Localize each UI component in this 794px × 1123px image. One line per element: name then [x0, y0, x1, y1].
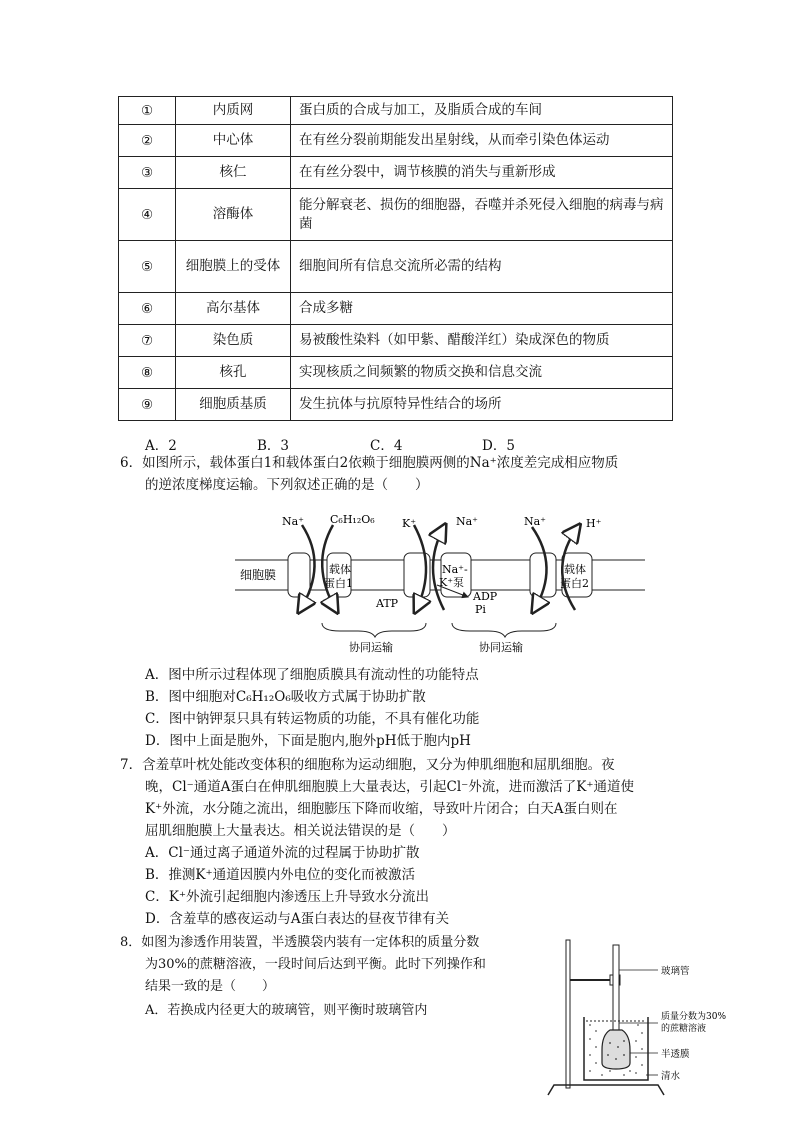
row-number: ② — [119, 125, 176, 157]
organelle-description: 在有丝分裂中，调节核膜的消失与重新形成 — [291, 157, 673, 189]
label-membrane: 半透膜 — [661, 1049, 690, 1060]
q7-option-d[interactable]: D．含羞草的感夜运动与A蛋白表达的昼夜节律有关 — [145, 911, 450, 927]
q6-option-d[interactable]: D．图中上面是胞外，下面是胞内,胞外pH低于胞内pH — [145, 733, 471, 749]
organelle-description: 易被酸性染料（如甲紫、醋酸洋红）染成深色的物质 — [291, 325, 673, 357]
pump-label-2: K⁺泵 — [439, 576, 465, 589]
q7-stem-line3: K⁺外流，水分随之流出，细胞膨压下降而收缩，导致叶片闭合；白天A蛋白则在 — [145, 801, 618, 817]
carrier1-left-block — [288, 553, 310, 597]
q6-option-b[interactable]: B．图中细胞对C₆H₁₂O₆吸收方式属于协助扩散 — [145, 689, 426, 705]
row-number: ③ — [119, 157, 176, 189]
q7-stem-line2: 晚，Cl⁻通道A蛋白在伸肌细胞膜上大量表达，引起Cl⁻外流，进而激活了K⁺通道使 — [145, 779, 635, 795]
q5-option-a[interactable]: A．2 — [145, 438, 177, 454]
label-na-2: Na⁺ — [456, 515, 478, 528]
q8-stem-line2: 为30%的蔗糖溶液，一段时间后达到平衡。此时下列操作和 — [145, 957, 486, 972]
table-row — [119, 241, 673, 293]
table-row — [119, 157, 673, 189]
row-number: ④ — [119, 189, 176, 241]
organelle-name: 高尔基体 — [176, 293, 291, 325]
q5-option-d[interactable]: D．5 — [482, 438, 515, 454]
organelle-description: 合成多糖 — [291, 293, 673, 325]
organelle-name: 溶酶体 — [176, 189, 291, 241]
membrane-transport-diagram — [230, 505, 650, 655]
q7-option-a[interactable]: A．Cl⁻通过离子通道外流的过程属于协助扩散 — [145, 845, 420, 861]
table-row — [119, 293, 673, 325]
row-number: ⑨ — [119, 389, 176, 421]
table-row — [119, 325, 673, 357]
organelle-name: 细胞质基质 — [176, 389, 291, 421]
row-number: ⑧ — [119, 357, 176, 389]
q8-option-a[interactable]: A．若换成内径更大的玻璃管，则平衡时玻璃管内 — [145, 1003, 428, 1018]
table-row — [119, 389, 673, 421]
q6-stem-line1: 6．如图所示，载体蛋白1和载体蛋白2依赖于细胞膜两侧的Na⁺浓度差完成相应物质 — [120, 455, 619, 471]
organelle-description: 实现核质之间频繁的物质交换和信息交流 — [291, 357, 673, 389]
label-k: K⁺ — [402, 517, 417, 530]
q7-option-c[interactable]: C．K⁺外流引起细胞内渗透压上升导致水分流出 — [145, 889, 430, 905]
q8-stem-line1: 8．如图为渗透作用装置，半透膜袋内装有一定体积的质量分数 — [120, 935, 480, 950]
organelle-name: 染色质 — [176, 325, 291, 357]
membrane-label: 细胞膜 — [240, 568, 277, 582]
q7-option-b[interactable]: B．推测K⁺通道因膜内外电位的变化而被激活 — [145, 867, 416, 883]
organelle-name: 中心体 — [176, 125, 291, 157]
q5-options — [145, 434, 605, 454]
osmosis-apparatus-diagram — [540, 935, 780, 1100]
organelle-name: 内质网 — [176, 97, 291, 125]
label-cotransport-1: 协同运输 — [349, 641, 393, 654]
q8-stem-line3: 结果一致的是（ ） — [145, 979, 276, 994]
label-pi: Pi — [475, 603, 486, 616]
organelle-description: 细胞间所有信息交流所必需的结构 — [291, 241, 673, 293]
q6-option-c[interactable]: C．图中钠钾泵只具有转运物质的功能，不具有催化功能 — [145, 711, 480, 727]
carrier1-label-2: 蛋白1 — [324, 577, 353, 590]
organelle-name: 核仁 — [176, 157, 291, 189]
q5-option-b[interactable]: B．3 — [257, 438, 290, 454]
organelle-name: 细胞膜上的受体 — [176, 241, 291, 293]
table-row — [119, 357, 673, 389]
label-water: 清水 — [661, 1071, 681, 1082]
label-solution-1: 质量分数为30% — [661, 1012, 727, 1022]
table-row — [119, 97, 673, 125]
label-na-3: Na⁺ — [524, 515, 546, 528]
table-row — [119, 189, 673, 241]
label-glucose: C₆H₁₂O₆ — [330, 513, 375, 526]
organelle-table — [118, 96, 673, 421]
carrier1-label-1: 载体 — [329, 563, 351, 576]
label-cotransport-2: 协同运输 — [479, 641, 523, 654]
organelle-description: 发生抗体与抗原特异性结合的场所 — [291, 389, 673, 421]
q7-stem-line4: 屈肌细胞膜上大量表达。相关说法错误的是（ ） — [145, 823, 456, 839]
label-atp: ATP — [376, 597, 399, 610]
organelle-description: 蛋白质的合成与加工，及脂质合成的车间 — [291, 97, 673, 125]
label-na-1: Na⁺ — [282, 515, 304, 528]
carrier2-label-2: 蛋白2 — [560, 577, 589, 590]
organelle-description: 能分解衰老、损伤的细胞器，吞噬并杀死侵入细胞的病毒与病菌 — [291, 189, 673, 241]
row-number: ① — [119, 97, 176, 125]
organelle-description: 在有丝分裂前期能发出星射线，从而牵引染色体运动 — [291, 125, 673, 157]
carrier2-label-1: 载体 — [564, 563, 586, 576]
pump-label-1: Na⁺- — [442, 563, 468, 576]
label-h: H⁺ — [586, 517, 602, 530]
row-number: ⑥ — [119, 293, 176, 325]
q6-option-a[interactable]: A．图中所示过程体现了细胞质膜具有流动性的功能特点 — [145, 667, 479, 683]
q7-stem-line1: 7．含羞草叶枕处能改变体积的细胞称为运动细胞，又分为伸肌细胞和屈肌细胞。夜 — [120, 757, 615, 773]
organelle-name: 核孔 — [176, 357, 291, 389]
q5-option-c[interactable]: C．4 — [370, 438, 403, 454]
label-glass-tube: 玻璃管 — [661, 966, 690, 977]
table-row — [119, 125, 673, 157]
row-number: ⑤ — [119, 241, 176, 293]
label-solution-2: 的蔗糖溶液 — [661, 1024, 707, 1034]
label-adp: ADP — [473, 590, 498, 603]
row-number: ⑦ — [119, 325, 176, 357]
q6-stem-line2: 的逆浓度梯度运输。下列叙述正确的是（ ） — [145, 477, 429, 493]
